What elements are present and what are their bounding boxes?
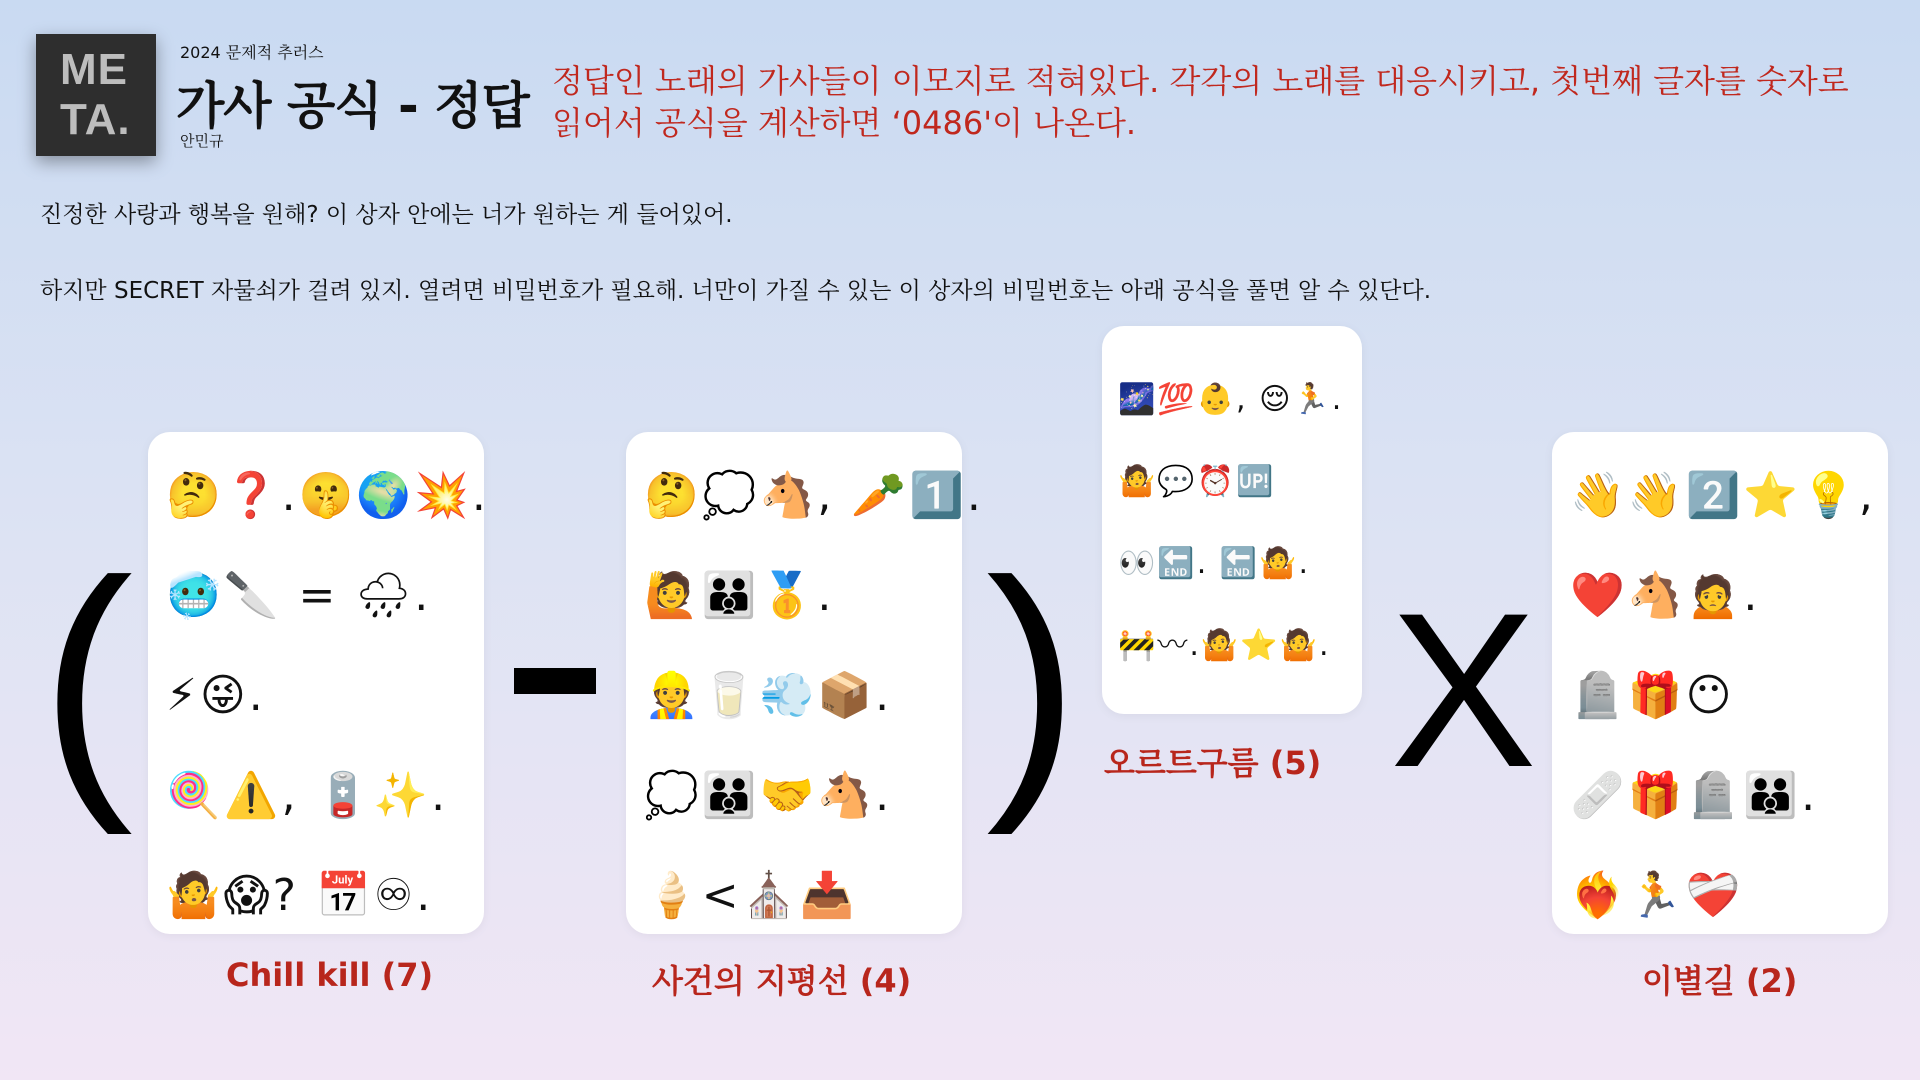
card-event-horizon bbox=[626, 432, 984, 934]
logo-line-1: ME bbox=[60, 45, 128, 94]
logo-line-2: TA. bbox=[60, 95, 131, 144]
answer-line-1: 정답인 노래의 가사들이 이모지로 적혀있다. 각각의 노래를 대응시키고, 첫번째 글자를 숫자로 bbox=[552, 62, 1849, 100]
answer-explanation bbox=[552, 60, 1892, 144]
label-chill-kill: Chill kill (7) bbox=[226, 956, 434, 994]
intro-line-1: 진정한 사랑과 행복을 원해? 이 상자 안에는 너가 원하는 게 들어있어. bbox=[40, 202, 733, 228]
card-farewell-road bbox=[1552, 432, 1888, 934]
lyric-line: ⚡😜. bbox=[166, 670, 266, 721]
card-chill-kill bbox=[148, 432, 489, 934]
lyric-line: 👷🥛💨📦. bbox=[644, 670, 893, 721]
meta-logo bbox=[36, 34, 156, 156]
lyric-line: 🩹🎁🪦👪. bbox=[1570, 770, 1819, 821]
lyric-line: 💭👪🤝🐴. bbox=[644, 770, 893, 821]
close-paren: ) bbox=[986, 524, 1080, 836]
intro-line-2: 하지만 SECRET 자물쇠가 걸려 있지. 열려면 비밀번호가 필요해. 너만이 가질 수 있는 이 상자의 비밀번호는 아래 공식을 풀면 알 수 있단다. bbox=[40, 278, 1432, 304]
lyric-line: 🤔💭🐴, 🥕1️⃣. bbox=[644, 470, 984, 521]
lyric-line: 🤔❓.🤫🌍💥. bbox=[166, 470, 489, 521]
lyric-line: 🚧〰.🤷⭐🤷. bbox=[1118, 628, 1331, 663]
times-sign: X bbox=[1390, 567, 1537, 813]
lyric-line: ❤️‍🔥🏃❤️‍🩹 bbox=[1570, 870, 1744, 921]
page-subtitle: 2024 문제적 추러스 bbox=[180, 43, 324, 62]
lyric-line: 🤷😱? 📅♾. bbox=[166, 870, 434, 921]
minus-sign bbox=[514, 668, 596, 694]
label-ort-cloud: 오르트구름 (5) bbox=[1104, 744, 1322, 782]
answer-line-2: 읽어서 공식을 계산하면 ‘0486'이 나온다. bbox=[552, 104, 1137, 142]
label-farewell-road: 이별길 (2) bbox=[1642, 962, 1798, 1000]
lyric-line: 🥶🔪 = 🌧. bbox=[166, 570, 432, 621]
lyric-line: 🍦<⛪📥 bbox=[644, 870, 858, 921]
lyric-line: 👋👋2️⃣⭐💡, bbox=[1570, 470, 1876, 521]
lyric-line: 🪦🎁😶 bbox=[1570, 670, 1735, 721]
author-name: 안민규 bbox=[180, 132, 224, 150]
lyric-line: 🙋👪🥇. bbox=[644, 570, 835, 621]
card-ort-cloud bbox=[1102, 326, 1362, 714]
lyric-line: ❤️🐴🙍. bbox=[1570, 570, 1761, 621]
lyric-line: 🍭⚠️, 🪫✨. bbox=[166, 770, 449, 821]
page-title: 가사 공식 - 정답 bbox=[176, 77, 529, 135]
lyric-line: 👀🔚. 🔚🤷. bbox=[1118, 546, 1311, 581]
lyric-line: 🌌💯👶, 😌🏃. bbox=[1118, 382, 1344, 417]
lyric-line: 🤷💬⏰🆙 bbox=[1118, 464, 1276, 499]
label-event-horizon: 사건의 지평선 (4) bbox=[652, 962, 912, 1000]
open-paren: ( bbox=[40, 524, 134, 836]
